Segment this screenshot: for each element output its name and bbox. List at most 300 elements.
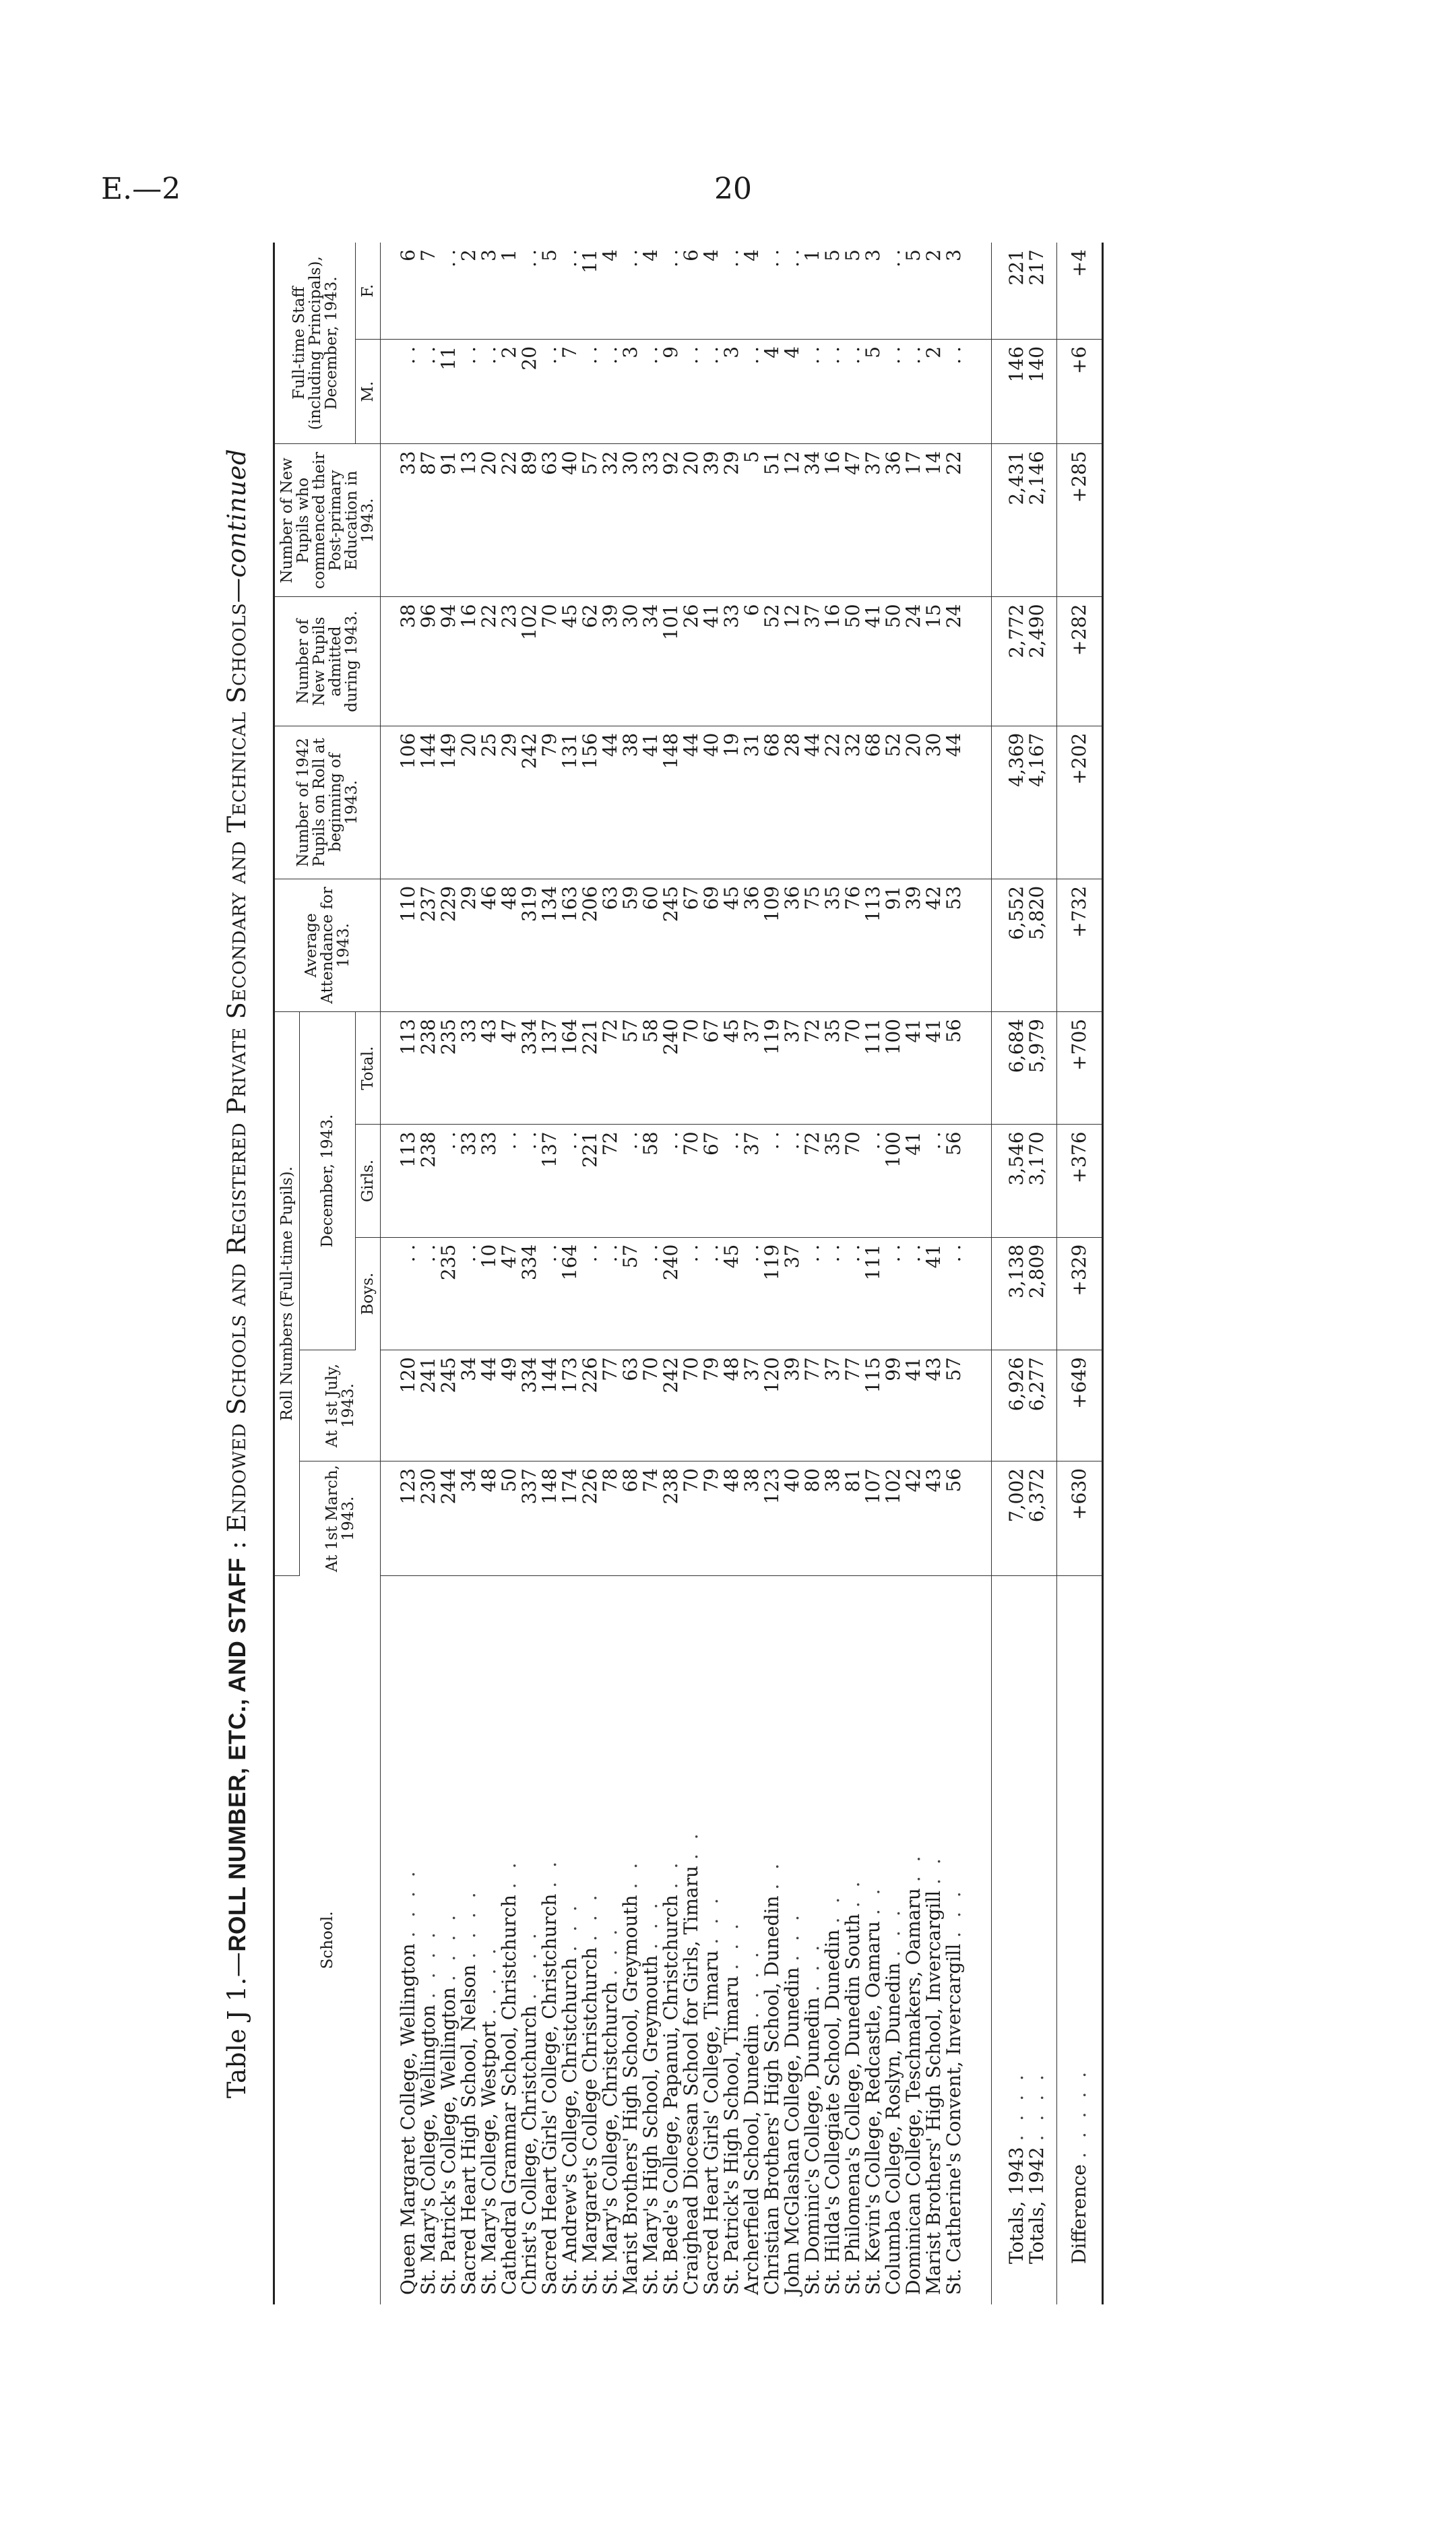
cell-boys: . .: [883, 1237, 904, 1350]
cell-post: 29: [722, 444, 742, 597]
cell-post: 22: [944, 444, 992, 597]
cell-july: 115: [863, 1350, 883, 1461]
cell-att: 60: [641, 879, 661, 1011]
cell-march: 80: [802, 1461, 823, 1576]
cell-post: 33: [381, 444, 419, 597]
cell-july: 242: [661, 1350, 681, 1461]
school-name: Archerfield School, Dunedin: [740, 2024, 763, 2295]
cell-post: 47: [843, 444, 863, 597]
leader-dots: . .: [761, 1859, 783, 1890]
leader-dots: . .: [902, 1852, 924, 1883]
cell-boys: 45: [722, 1237, 742, 1350]
school-name: St. Patrick's High School, Timaru: [720, 1976, 742, 2295]
cell-att: +732: [1057, 879, 1103, 1011]
cell-p1942: 79: [540, 726, 560, 879]
cell-girls: 58: [641, 1125, 661, 1237]
cell-march: 74: [641, 1461, 661, 1576]
cell-march: 238: [661, 1461, 681, 1576]
cell-post: 87: [418, 444, 439, 597]
cell-m: 7: [560, 339, 580, 443]
cell-att: 36: [742, 879, 762, 1011]
cell-july: 34: [459, 1350, 479, 1461]
cell-july: 44: [479, 1350, 499, 1461]
cell-march: 7,002: [992, 1461, 1027, 1576]
school-name: St. Mary's College, Wellington: [417, 2005, 439, 2295]
cell-att: 6,552: [992, 879, 1027, 1011]
cell-total: 334: [519, 1012, 540, 1125]
school-cell: [1057, 1575, 1103, 2304]
cell-march: 230: [418, 1461, 439, 1576]
title-sep: :: [222, 1532, 251, 1558]
cell-march: 48: [479, 1461, 499, 1576]
cell-f: . .: [519, 243, 540, 339]
school-cell: [621, 1575, 641, 2304]
cell-march: 107: [863, 1461, 883, 1576]
school-name: Christian Brothers' High School, Dunedin: [761, 1895, 783, 2295]
cell-att: 75: [802, 879, 823, 1011]
cell-march: 81: [843, 1461, 863, 1576]
cell-total: 41: [924, 1012, 944, 1125]
leader-dots: . . . .: [478, 1944, 500, 2015]
cell-girls: . .: [661, 1125, 681, 1237]
leader-dots: . . . .: [1005, 2071, 1027, 2141]
school-cell: [843, 1575, 863, 2304]
cell-newp: 33: [722, 597, 742, 726]
cell-p1942: 41: [641, 726, 661, 879]
cell-post: 22: [499, 444, 519, 597]
leader-dots: . . .: [559, 1901, 581, 1952]
leader-dots: . . .: [882, 1906, 904, 1957]
cell-m: 2: [499, 339, 519, 443]
cell-total: 235: [439, 1012, 459, 1125]
table-row: [802, 243, 823, 2304]
cell-f: 2: [924, 243, 944, 339]
cell-post: 13: [459, 444, 479, 597]
cell-f: 4: [641, 243, 661, 339]
cell-m: 146: [992, 339, 1027, 443]
cell-july: 120: [762, 1350, 782, 1461]
cell-girls: . .: [439, 1125, 459, 1237]
cell-att: 35: [823, 879, 843, 1011]
cell-m: . .: [904, 339, 924, 443]
cell-march: 38: [742, 1461, 762, 1576]
table-row: [904, 243, 924, 2304]
cell-f: 1: [802, 243, 823, 339]
cell-p1942: 38: [621, 726, 641, 879]
cell-f: . .: [439, 243, 459, 339]
cell-p1942: 242: [519, 726, 540, 879]
cell-july: 70: [681, 1350, 701, 1461]
header-staff-m: M.: [356, 339, 381, 443]
cell-boys: . .: [418, 1237, 439, 1350]
school-name: St. Philomena's College, Dunedin South: [842, 1913, 864, 2295]
cell-boys: . .: [641, 1237, 661, 1350]
cell-att: 53: [944, 879, 992, 1011]
cell-boys: . .: [823, 1237, 843, 1350]
school-name: St. Hilda's Collegiate School, Dunedin: [821, 1929, 844, 2295]
school-cell: [540, 1575, 560, 2304]
cell-girls: . .: [863, 1125, 883, 1237]
school-cell: [381, 1575, 419, 2304]
cell-total: 72: [600, 1012, 621, 1125]
cell-att: 237: [418, 879, 439, 1011]
school-cell: [992, 1575, 1027, 2304]
cell-att: 206: [580, 879, 600, 1011]
cell-att: 46: [479, 879, 499, 1011]
cell-post: 14: [924, 444, 944, 597]
cell-p1942: 31: [742, 726, 762, 879]
table-row: [883, 243, 904, 2304]
cell-att: 163: [560, 879, 580, 1011]
cell-boys: . .: [904, 1237, 924, 1350]
cell-m: 4: [782, 339, 802, 443]
school-cell: [904, 1575, 924, 2304]
cell-m: . .: [883, 339, 904, 443]
cell-post: 20: [479, 444, 499, 597]
title-bold: ROLL NUMBER, ETC., AND STAFF: [224, 1557, 251, 1952]
cell-f: . .: [621, 243, 641, 339]
cell-f: 221: [992, 243, 1027, 339]
cell-july: 37: [742, 1350, 762, 1461]
cell-att: 76: [843, 879, 863, 1011]
cell-july: +649: [1057, 1350, 1103, 1461]
school-name: St. Mary's High School, Greymouth: [639, 1955, 662, 2295]
cell-post: 20: [681, 444, 701, 597]
school-name: St. Bede's College, Papanui, Christchurch: [660, 1895, 682, 2295]
cell-march: 68: [621, 1461, 641, 1576]
cell-f: . .: [782, 243, 802, 339]
cell-newp: 16: [459, 597, 479, 726]
cell-newp: 52: [762, 597, 782, 726]
school-cell: [439, 1575, 459, 2304]
leader-dots: . .: [619, 1858, 641, 1889]
cell-post: 2,431: [992, 444, 1027, 597]
cell-m: . .: [802, 339, 823, 443]
leader-dots: . . . .: [457, 1888, 480, 1959]
cell-march: 148: [540, 1461, 560, 1576]
table-row: [621, 243, 641, 2304]
cell-total: 37: [782, 1012, 802, 1125]
school-name: St. Kevin's College, Redcastle, Oamaru: [862, 1920, 884, 2295]
cell-july: 49: [499, 1350, 519, 1461]
leader-dots: . . .: [599, 1925, 621, 1976]
school-cell: [944, 1575, 992, 2304]
cell-att: 48: [499, 879, 519, 1011]
cell-boys: . .: [459, 1237, 479, 1350]
cell-att: 67: [681, 879, 701, 1011]
cell-f: 3: [944, 243, 992, 339]
cell-july: 77: [843, 1350, 863, 1461]
cell-f: 1: [499, 243, 519, 339]
cell-p1942: 4,167: [1027, 726, 1057, 879]
header-1942-pupils: Number of 1942 Pupils on Roll at beginning of 1943.: [274, 726, 381, 879]
cell-girls: 72: [600, 1125, 621, 1237]
leader-dots: . . . .: [740, 1948, 763, 2019]
cell-girls: . .: [560, 1125, 580, 1237]
cell-july: 245: [439, 1350, 459, 1461]
school-name: Columba College, Roslyn, Dunedin: [882, 1962, 904, 2295]
table-row: [580, 243, 600, 2304]
school-name: St. Mary's College, Westport: [478, 2021, 500, 2295]
cell-boys: 119: [762, 1237, 782, 1350]
title-prefix: Table J 1.—: [222, 1951, 251, 2099]
cell-july: 77: [600, 1350, 621, 1461]
table-row: [499, 243, 519, 2304]
cell-m: 140: [1027, 339, 1057, 443]
cell-p1942: 44: [681, 726, 701, 879]
cell-post: 33: [641, 444, 661, 597]
cell-post: 37: [863, 444, 883, 597]
cell-july: 6,926: [992, 1350, 1027, 1461]
cell-total: 70: [843, 1012, 863, 1125]
leader-dots: . . .: [720, 1919, 742, 1970]
page-code: E.—2: [101, 172, 181, 206]
cell-july: 57: [944, 1350, 992, 1461]
cell-p1942: 40: [701, 726, 722, 879]
cell-march: +630: [1057, 1461, 1103, 1576]
cell-m: . .: [742, 339, 762, 443]
cell-july: 334: [519, 1350, 540, 1461]
table-row: [742, 243, 762, 2304]
cell-p1942: 4,369: [992, 726, 1027, 879]
cell-m: . .: [580, 339, 600, 443]
school-name: Difference: [1068, 2164, 1090, 2264]
page-number: 20: [714, 172, 752, 206]
cell-total: 35: [823, 1012, 843, 1125]
cell-p1942: 44: [944, 726, 992, 879]
school-name: John McGlashan College, Dunedin: [781, 1967, 803, 2295]
cell-att: 245: [661, 879, 681, 1011]
cell-post: 5: [742, 444, 762, 597]
cell-p1942: 28: [782, 726, 802, 879]
cell-f: 217: [1027, 243, 1057, 339]
cell-newp: 41: [701, 597, 722, 726]
cell-girls: 137: [540, 1125, 560, 1237]
school-name: Marist Brothers' High School, Invercargill: [922, 1890, 945, 2295]
cell-newp: 12: [782, 597, 802, 726]
cell-p1942: 22: [823, 726, 843, 879]
cell-march: 34: [459, 1461, 479, 1576]
cell-girls: 113: [381, 1125, 419, 1237]
cell-girls: . .: [762, 1125, 782, 1237]
table-title: [222, 243, 251, 2304]
cell-newp: 37: [802, 597, 823, 726]
cell-p1942: 68: [863, 726, 883, 879]
cell-p1942: +202: [1057, 726, 1103, 879]
cell-boys: 47: [499, 1237, 519, 1350]
school-cell: [681, 1575, 701, 2304]
cell-f: 4: [600, 243, 621, 339]
school-cell: [1027, 1575, 1057, 2304]
cell-march: 102: [883, 1461, 904, 1576]
cell-newp: 50: [883, 597, 904, 726]
leader-dots: . .: [821, 1893, 844, 1924]
table-row: [722, 243, 742, 2304]
cell-f: 4: [742, 243, 762, 339]
cell-newp: 62: [580, 597, 600, 726]
leader-dots: . . . .: [518, 1929, 540, 2000]
cell-p1942: 30: [924, 726, 944, 879]
cell-boys: . .: [843, 1237, 863, 1350]
cell-girls: . .: [621, 1125, 641, 1237]
cell-newp: 41: [863, 597, 883, 726]
cell-total: 67: [701, 1012, 722, 1125]
cell-march: 174: [560, 1461, 580, 1576]
cell-newp: 2,490: [1027, 597, 1057, 726]
cell-july: 99: [883, 1350, 904, 1461]
cell-july: 226: [580, 1350, 600, 1461]
cell-girls: 70: [681, 1125, 701, 1237]
cell-p1942: 52: [883, 726, 904, 879]
leader-dots: . .: [922, 1854, 945, 1885]
cell-post: +285: [1057, 444, 1103, 597]
cell-f: 3: [479, 243, 499, 339]
table-row: [681, 243, 701, 2304]
cell-f: 5: [904, 243, 924, 339]
cell-newp: 6: [742, 597, 762, 726]
cell-boys: . .: [540, 1237, 560, 1350]
cell-m: 9: [661, 339, 681, 443]
cell-girls: . .: [722, 1125, 742, 1237]
cell-att: 39: [904, 879, 924, 1011]
cell-m: . .: [944, 339, 992, 443]
totals-1943-row: [992, 243, 1027, 2304]
header-new-post-primary: Number of New Pupils who commenced their Post-primary Education in 1943.: [274, 444, 381, 597]
header-boys: Boys.: [356, 1237, 381, 1350]
cell-m: 2: [924, 339, 944, 443]
leader-dots: . .: [862, 1885, 884, 1916]
table-row: [762, 243, 782, 2304]
cell-total: 119: [762, 1012, 782, 1125]
cell-f: . .: [883, 243, 904, 339]
table-row: [600, 243, 621, 2304]
cell-total: 33: [459, 1012, 479, 1125]
cell-att: 59: [621, 879, 641, 1011]
cell-newp: 15: [924, 597, 944, 726]
cell-m: . .: [381, 339, 419, 443]
cell-july: 144: [540, 1350, 560, 1461]
school-name: Cathedral Grammar School, Christchurch: [498, 1895, 520, 2295]
cell-total: 111: [863, 1012, 883, 1125]
cell-july: 77: [802, 1350, 823, 1461]
school-name: St. Catherine's Convent, Invercargill: [943, 1943, 965, 2295]
school-cell: [823, 1575, 843, 2304]
cell-july: 241: [418, 1350, 439, 1461]
cell-f: 6: [681, 243, 701, 339]
cell-girls: 56: [944, 1125, 992, 1237]
cell-march: 337: [519, 1461, 540, 1576]
cell-p1942: 68: [762, 726, 782, 879]
table-row: [701, 243, 722, 2304]
cell-newp: +282: [1057, 597, 1103, 726]
cell-march: 70: [681, 1461, 701, 1576]
leader-dots: . .: [660, 1858, 682, 1889]
cell-m: . .: [418, 339, 439, 443]
cell-m: . .: [823, 339, 843, 443]
cell-newp: 101: [661, 597, 681, 726]
cell-p1942: 25: [479, 726, 499, 879]
table-row: [459, 243, 479, 2304]
cell-p1942: 144: [418, 726, 439, 879]
cell-girls: . .: [924, 1125, 944, 1237]
cell-m: +6: [1057, 339, 1103, 443]
cell-boys: 57: [621, 1237, 641, 1350]
cell-p1942: 148: [661, 726, 681, 879]
cell-newp: 34: [641, 597, 661, 726]
cell-boys: 2,809: [1027, 1237, 1057, 1350]
cell-p1942: 20: [904, 726, 924, 879]
cell-march: 123: [762, 1461, 782, 1576]
title-rest: Endowed Schools and Registered Private Secondary and Technical Schools: [222, 602, 251, 1533]
cell-girls: . .: [782, 1125, 802, 1237]
cell-m: . .: [600, 339, 621, 443]
cell-total: 221: [580, 1012, 600, 1125]
cell-post: 36: [883, 444, 904, 597]
cell-boys: . .: [701, 1237, 722, 1350]
cell-f: . .: [762, 243, 782, 339]
cell-post: 51: [762, 444, 782, 597]
school-cell: [722, 1575, 742, 2304]
cell-post: 89: [519, 444, 540, 597]
cell-f: 4: [701, 243, 722, 339]
difference-row: [1057, 243, 1103, 2304]
rotated-table-area: [222, 243, 1233, 2304]
school-name: Craighead Diocesan School for Girls, Timaru: [680, 1865, 702, 2295]
school-name: Sacred Heart Girls' College, Timaru: [700, 1950, 722, 2295]
cell-f: 6: [381, 243, 419, 339]
table-row: [843, 243, 863, 2304]
cell-post: 57: [580, 444, 600, 597]
cell-newp: 23: [499, 597, 519, 726]
cell-m: . .: [641, 339, 661, 443]
cell-march: 226: [580, 1461, 600, 1576]
leader-dots: . . . .: [397, 1867, 419, 1938]
cell-att: 109: [762, 879, 782, 1011]
cell-boys: 3,138: [992, 1237, 1027, 1350]
school-name: Christ's College, Christchurch: [518, 2005, 540, 2295]
cell-girls: 33: [459, 1125, 479, 1237]
cell-m: . .: [843, 339, 863, 443]
cell-total: 72: [802, 1012, 823, 1125]
cell-f: . .: [560, 243, 580, 339]
cell-march: 48: [722, 1461, 742, 1576]
cell-girls: . .: [499, 1125, 519, 1237]
cell-total: 57: [621, 1012, 641, 1125]
cell-m: 20: [519, 339, 540, 443]
school-name: St. Patrick's College, Wellington: [437, 1987, 460, 2295]
table-row: [944, 243, 992, 2304]
leader-dots: . . . .: [1025, 2071, 1048, 2141]
cell-f: 7: [418, 243, 439, 339]
cell-girls: 35: [823, 1125, 843, 1237]
cell-att: 45: [722, 879, 742, 1011]
school-cell: [782, 1575, 802, 2304]
leader-dots: . .: [538, 1857, 561, 1888]
header-july: At 1st July, 1943.: [300, 1350, 381, 1461]
cell-att: 63: [600, 879, 621, 1011]
school-cell: [519, 1575, 540, 2304]
cell-boys: . .: [381, 1237, 419, 1350]
school-cell: [499, 1575, 519, 2304]
cell-newp: 26: [681, 597, 701, 726]
cell-july: 43: [924, 1350, 944, 1461]
cell-m: . .: [701, 339, 722, 443]
header-girls: Girls.: [356, 1125, 381, 1237]
cell-total: 238: [418, 1012, 439, 1125]
table-row: [540, 243, 560, 2304]
cell-march: 123: [381, 1461, 419, 1576]
cell-p1942: 32: [843, 726, 863, 879]
